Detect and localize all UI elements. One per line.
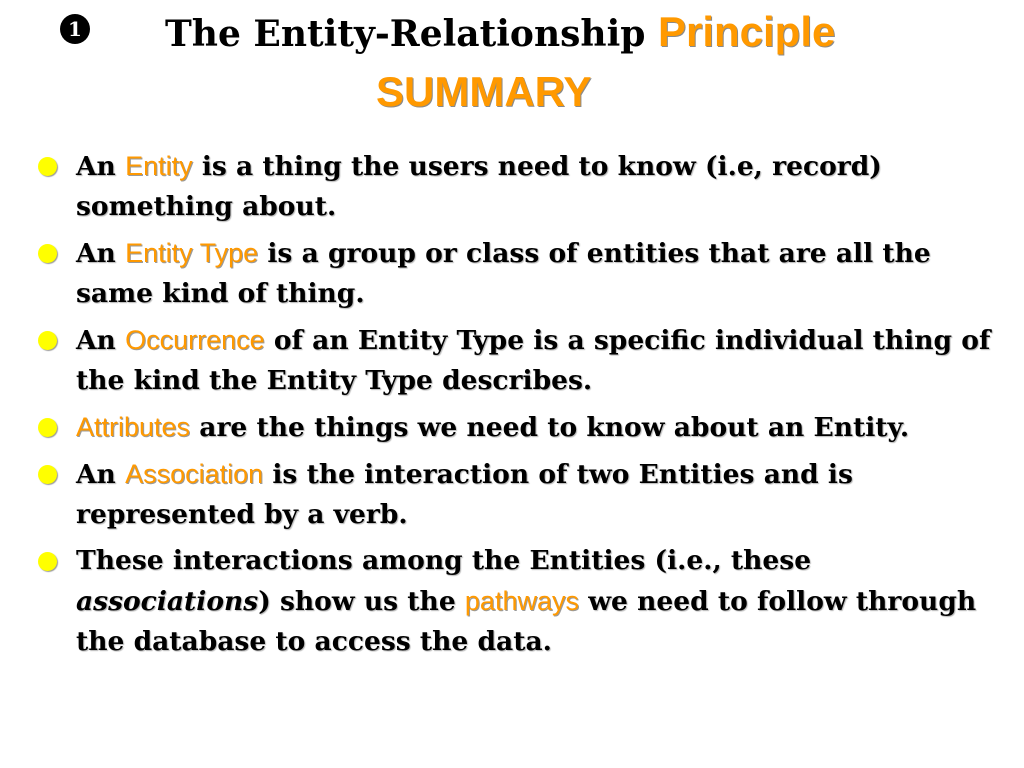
key-term: Entity Type (125, 238, 259, 268)
title-accent: Principle (657, 8, 836, 55)
yellow-dot-icon (38, 552, 57, 571)
bullet-text: ) show us the (258, 586, 465, 617)
bullet-text: is a thing the users need to know (i.e, record) something about. (76, 151, 882, 222)
bullet-text: These interactions among the Entities (i.e., these (76, 545, 812, 576)
yellow-dot-icon (38, 418, 57, 437)
bullet-text: are the things we need to know about an Entity. (190, 412, 910, 443)
title-text: The Entity-Relationship (165, 13, 646, 55)
bullet-association (36, 454, 1011, 535)
bullet-list (36, 146, 1011, 668)
bullet-text: is the interaction of two Entities and is represented by a verb. (76, 459, 853, 530)
key-term: Occurrence (125, 325, 265, 355)
bullet-attributes (36, 407, 1011, 448)
yellow-dot-icon (38, 244, 57, 263)
bullet-interactions (36, 541, 1011, 662)
bullet-entity-type (36, 233, 1011, 314)
key-term: Attributes (76, 412, 191, 442)
key-term: Entity (125, 151, 193, 181)
bullet-text: of an Entity Type is a specific individual thing of the kind the Entity Type describes. (76, 325, 991, 396)
bullet-text: we need to follow through the database to access the data. (76, 586, 977, 657)
bullet-text: An (76, 325, 126, 356)
bullet-occurrence (36, 320, 1011, 401)
numbered-circle-icon: 1 (60, 14, 90, 44)
yellow-dot-icon (38, 157, 57, 176)
bullet-text: is a group or class of entities that are all the same kind of thing. (76, 238, 931, 309)
yellow-dot-icon (38, 331, 57, 350)
slide-title (165, 6, 835, 60)
key-term: pathways (464, 586, 579, 616)
emphasis-text: associations (76, 586, 259, 617)
bullet-text: An (76, 151, 126, 182)
bullet-text: An (76, 238, 126, 269)
yellow-dot-icon (38, 465, 57, 484)
bullet-text: An (76, 459, 126, 490)
bullet-entity (36, 146, 1011, 227)
key-term: Association (125, 459, 264, 489)
slide-subtitle: SUMMARY (376, 68, 592, 115)
